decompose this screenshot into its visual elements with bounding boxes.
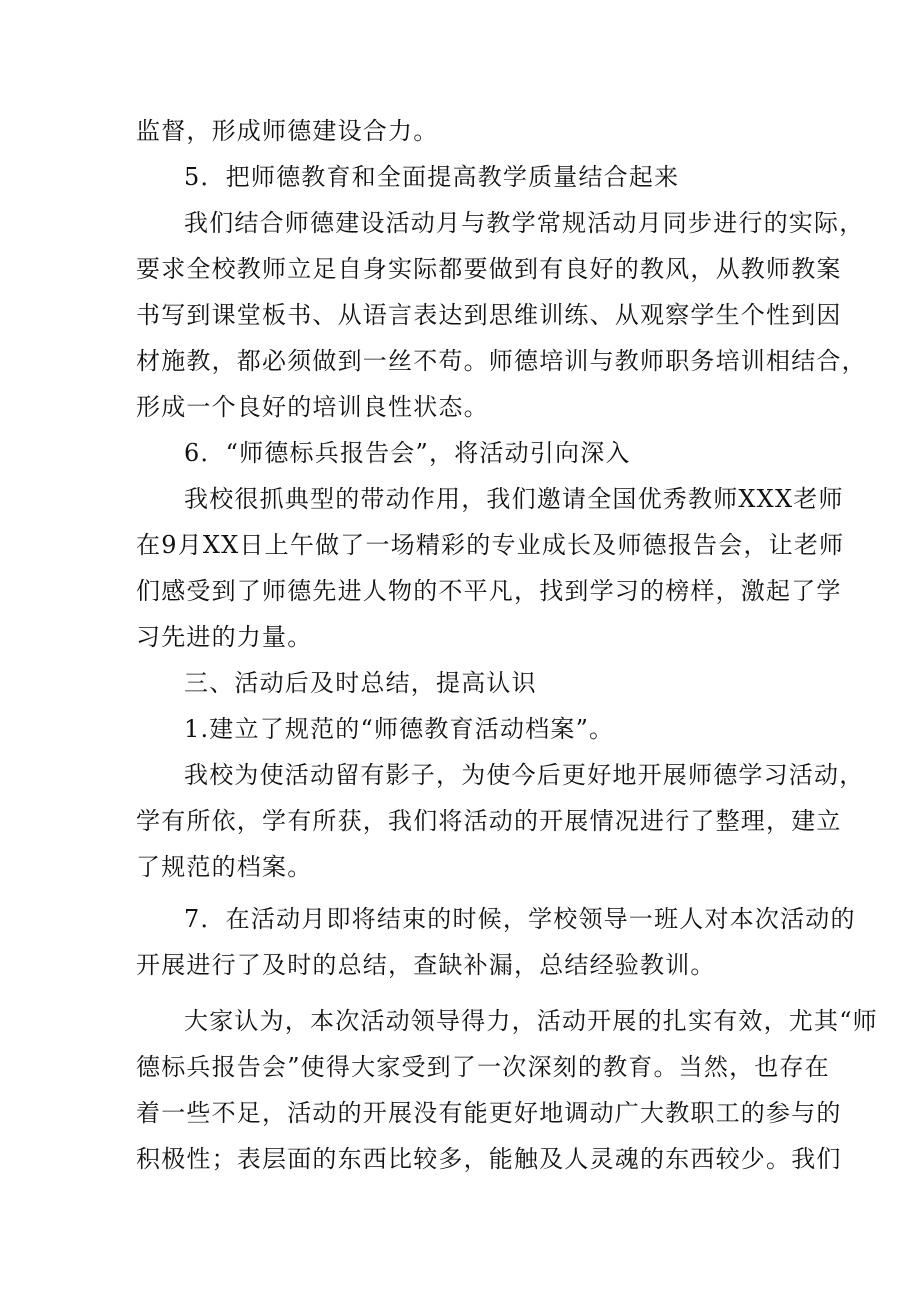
text-line: 开展进行了及时的总结，查缺补漏，总结经验教训。 xyxy=(136,951,716,979)
section-heading: 三、活动后及时总结，提高认识 xyxy=(184,669,537,697)
text-line: 书写到课堂板书、从语言表达到思维训练、从观察学生个性到因 xyxy=(136,301,842,329)
text-line: 监督，形成师德建设合力。 xyxy=(136,117,439,145)
text-line: 我校为使活动留有影子，为使今后更好地开展师德学习活动， xyxy=(184,761,865,789)
section-heading: 6．“师德标兵报告会”，将活动引向深入 xyxy=(184,439,631,467)
text-line: 我校很抓典型的带动作用，我们邀请全国优秀教师XXX老师 xyxy=(184,485,844,513)
document-body xyxy=(136,108,878,1182)
text-line: 7．在活动月即将结束的时候，学校领导一班人对本次活动的 xyxy=(184,905,856,933)
text-line: 了规范的档案。 xyxy=(136,853,313,881)
text-line: 大家认为，本次活动领导得力，活动开展的扎实有效，尤其“师 xyxy=(184,1007,878,1035)
section-heading: 1.建立了规范的“师德教育活动档案”。 xyxy=(184,715,615,743)
text-line: 在9月XX日上午做了一场精彩的专业成长及师德报告会，让老师 xyxy=(136,531,845,559)
section-heading: 5．把师德教育和全面提高教学质量结合起来 xyxy=(184,163,680,191)
text-line: 我们结合师德建设活动月与教学常规活动月同步进行的实际， xyxy=(184,209,865,237)
text-line: 材施教，都必须做到一丝不苟。师德培训与教师职务培训相结合， xyxy=(136,347,867,375)
text-line: 学有所依，学有所获，我们将活动的开展情况进行了整理，建立 xyxy=(136,807,842,835)
paragraph-gap xyxy=(136,988,796,998)
text-line: 要求全校教师立足自身实际都要做到有良好的教风，从教师教案 xyxy=(136,255,842,283)
text-line: 习先进的力量。 xyxy=(136,623,313,651)
text-line: 着一些不足，活动的开展没有能更好地调动广大教职工的参与的 xyxy=(136,1099,842,1127)
text-line: 形成一个良好的培训良性状态。 xyxy=(136,393,489,421)
text-line: 积极性；表层面的东西比较多，能触及人灵魂的东西较少。我们 xyxy=(136,1145,842,1173)
text-line: 德标兵报告会”使得大家受到了一次深刻的教育。当然，也存在 xyxy=(136,1053,830,1081)
text-line: 们感受到了师德先进人物的不平凡，找到学习的榜样，激起了学 xyxy=(136,577,842,605)
